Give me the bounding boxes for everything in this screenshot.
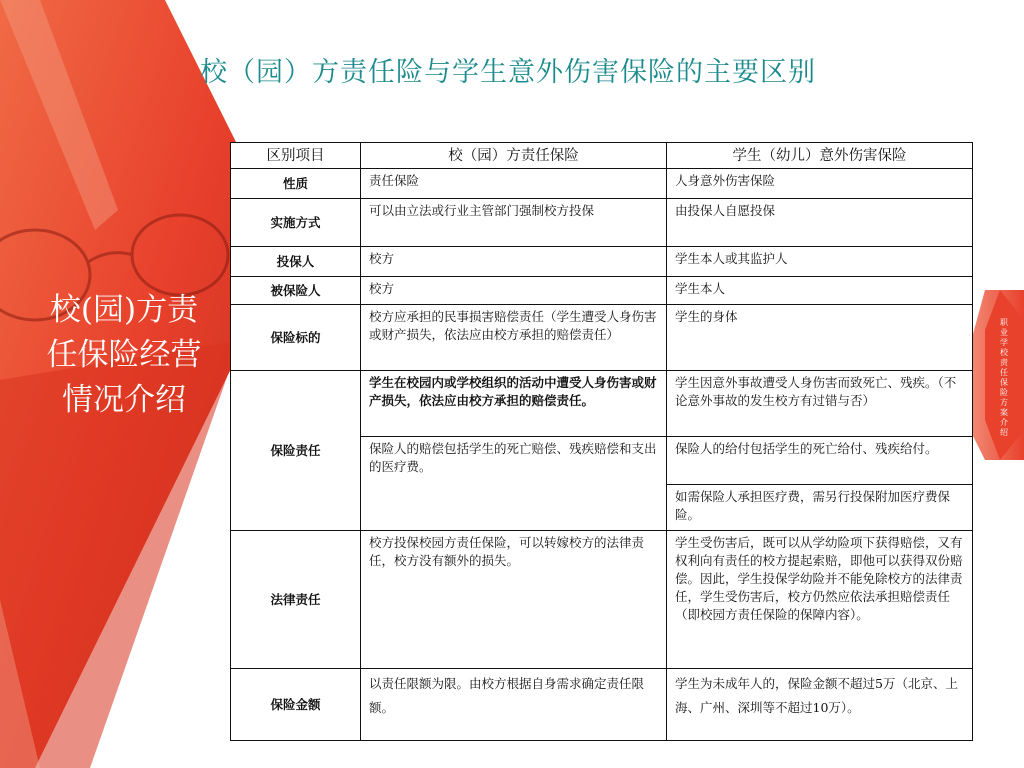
- table-header-row: [231, 143, 973, 169]
- table-cell: 可以由立法或行业主管部门强制校方投保: [361, 199, 667, 247]
- table-cell: 责任保险: [361, 169, 667, 199]
- table-cell: 学生在校园内或学校组织的活动中遭受人身伤害或财产损失，依法应由校方承担的赔偿责任。: [361, 371, 667, 437]
- table-cell: 保险人的赔偿包括学生的死亡赔偿、残疾赔偿和支出的医疗费。: [361, 437, 667, 531]
- table-row: [231, 669, 973, 741]
- column-header: 校（园）方责任保险: [361, 143, 667, 169]
- table-cell: 学生的身体: [667, 305, 973, 371]
- table-cell: 学生因意外事故遭受人身伤害而致死亡、残疾。（不论意外事故的发生校方有过错与否）: [667, 371, 973, 437]
- table-cell: 校方投保校园方责任保险，可以转嫁校方的法律责任，校方没有额外的损失。: [361, 531, 667, 669]
- row-label: 保险责任: [231, 371, 361, 531]
- row-label: 投保人: [231, 247, 361, 277]
- side-title-line: 任保险经营: [46, 337, 202, 373]
- table-cell: 校方: [361, 277, 667, 305]
- column-header: 区别项目: [231, 143, 361, 169]
- table-row: [231, 169, 973, 199]
- table-cell: 校方应承担的民事损害赔偿责任（学生遭受人身伤害或财产损失，依法应由校方承担的赔偿责任）: [361, 305, 667, 371]
- side-title-line: 情况介绍: [62, 382, 186, 418]
- column-header: 学生（幼儿）意外伤害保险: [667, 143, 973, 169]
- table-row: [231, 277, 973, 305]
- row-label: 被保险人: [231, 277, 361, 305]
- table-row: [231, 531, 973, 669]
- row-label: 保险标的: [231, 305, 361, 371]
- slide-title: 校（园）方责任险与学生意外伤害保险的主要区别: [200, 57, 816, 88]
- comparison-table: [230, 142, 973, 741]
- table-row: [231, 247, 973, 277]
- table-cell: 学生为未成年人的，保险金额不超过5万（北京、上海、广州、深圳等不超过10万）。: [667, 669, 973, 741]
- side-title-line: 校(园)方责: [49, 292, 199, 328]
- row-label: 性质: [231, 169, 361, 199]
- vertical-label: 职业学校责任保险方案介绍: [1000, 318, 1008, 437]
- row-label: 实施方式: [231, 199, 361, 247]
- table-cell: 以责任限额为限。由校方根据自身需求确定责任限额。: [361, 669, 667, 741]
- table-cell: 学生本人或其监护人: [667, 247, 973, 277]
- row-label: 法律责任: [231, 531, 361, 669]
- table-cell: 保险人的给付包括学生的死亡给付、残疾给付。: [667, 437, 973, 485]
- table-cell: 学生受伤害后，既可以从学幼险项下获得赔偿，又有权利向有责任的校方提起索赔，即他可以获得双份赔偿。因此，学生投保学幼险并不能免除校方的法律责任，学生受伤害后，校方仍然应依法承担赔偿责任（即校园方责任保险的保障内容）。: [667, 531, 973, 669]
- table-cell: 如需保险人承担医疗费，需另行投保附加医疗费保险。: [667, 485, 973, 531]
- table-row: [231, 199, 973, 247]
- table-cell: 校方: [361, 247, 667, 277]
- row-label: 保险金额: [231, 669, 361, 741]
- table-row: [231, 305, 973, 371]
- table-cell: 学生本人: [667, 277, 973, 305]
- table-cell: 由投保人自愿投保: [667, 199, 973, 247]
- side-title: [14, 288, 234, 423]
- table-row: [231, 371, 973, 437]
- table-cell: 人身意外伤害保险: [667, 169, 973, 199]
